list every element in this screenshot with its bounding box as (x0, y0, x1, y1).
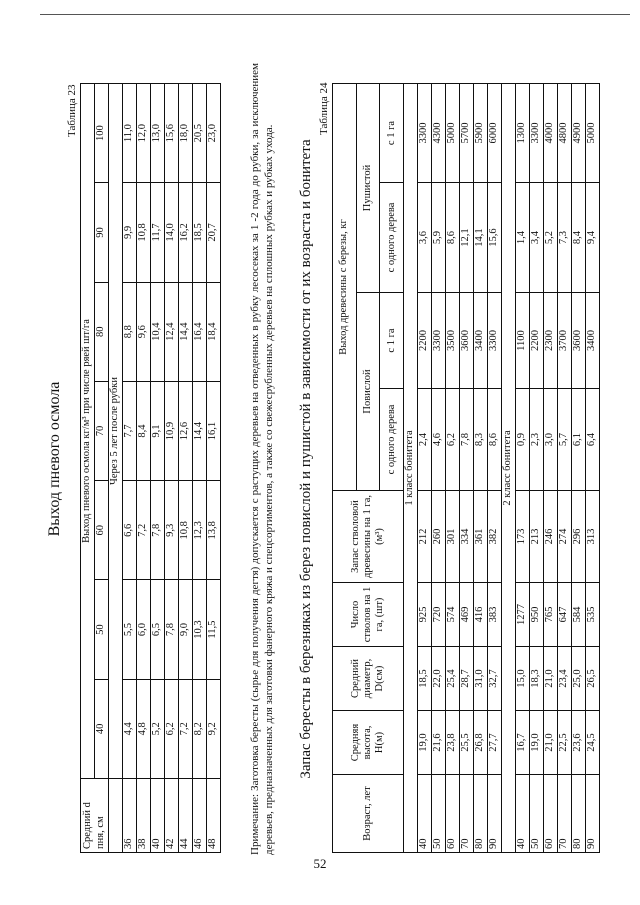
table24-cell: 2200 (530, 293, 544, 389)
table-row (544, 84, 558, 853)
table23-value-cell: 13,8 (207, 481, 221, 580)
table23-value-cell: 9,2 (207, 679, 221, 778)
table24-cell: 0,9 (516, 389, 530, 491)
t24-header-stock: Запас стволовой древесины на 1 га, (м³) (333, 491, 404, 583)
table24-cell: 4300 (432, 84, 446, 183)
table-row (432, 84, 446, 853)
table24-cell: 25,4 (446, 647, 460, 711)
table24-cell: 21,0 (544, 647, 558, 711)
table24-cell: 260 (432, 491, 446, 583)
table24-cell: 40 (418, 775, 432, 853)
table-row (179, 84, 193, 853)
t24-header-per-ha: с 1 га (380, 293, 404, 389)
table24-cell: 3300 (530, 84, 544, 183)
table24-cell: 5,7 (558, 389, 572, 491)
table24-cell: 382 (488, 491, 502, 583)
table24-cell: 4,6 (432, 389, 446, 491)
table24-cell: 80 (474, 775, 488, 853)
table24-cell: 1300 (516, 84, 530, 183)
table24-cell: 3500 (446, 293, 460, 389)
table24-cell: 2,4 (418, 389, 432, 491)
table-23 (80, 83, 221, 853)
table24-cell: 8,4 (572, 183, 586, 293)
table24-cell: 1100 (516, 293, 530, 389)
table24-cell: 27,7 (488, 711, 502, 775)
table24-cell: 213 (530, 491, 544, 583)
table23-value-cell: 14,4 (193, 381, 207, 480)
table24-cell: 18,5 (418, 647, 432, 711)
table-row (193, 84, 207, 853)
table23-value-cell: 10,8 (179, 481, 193, 580)
table24-cell: 3700 (558, 293, 572, 389)
table24-cell: 3,6 (418, 183, 432, 293)
table24-label: Таблица 24 (318, 82, 330, 135)
table23-value-cell: 9,6 (137, 282, 151, 381)
table23-diameter-cell: 44 (179, 779, 193, 853)
table23-value-cell: 8,4 (137, 381, 151, 480)
table24-cell: 5,9 (432, 183, 446, 293)
table23-value-cell: 6,6 (123, 481, 137, 580)
table23-value-cell: 16,2 (179, 183, 193, 282)
table23-value-cell: 16,4 (193, 282, 207, 381)
table24-cell: 6,1 (572, 389, 586, 491)
table-24 (332, 83, 600, 853)
table23-value-cell: 5,5 (123, 580, 137, 679)
table24-cell: 14,1 (474, 183, 488, 293)
table24-cell: 5000 (586, 84, 600, 183)
table24-cell: 40 (516, 775, 530, 853)
table24-cell: 1,4 (516, 183, 530, 293)
table24-cell: 5900 (474, 84, 488, 183)
table24-cell: 3300 (488, 293, 502, 389)
table24-cell: 4900 (572, 84, 586, 183)
table23-value-cell: 23,0 (207, 84, 221, 183)
table23-value-cell: 9,3 (165, 481, 179, 580)
table24-cell: 8,6 (488, 389, 502, 491)
table23-age-header: 50 (95, 580, 109, 679)
table23-value-cell: 7,7 (123, 381, 137, 480)
table24-cell: 23,6 (572, 711, 586, 775)
table-row (474, 84, 488, 853)
table24-cell: 5000 (446, 84, 460, 183)
table24-cell: 647 (558, 583, 572, 647)
table24-cell: 8,3 (474, 389, 488, 491)
table-row (516, 84, 530, 853)
table24-cell: 925 (418, 583, 432, 647)
table23-age-header: 80 (95, 282, 109, 381)
table24-cell: 8,6 (446, 183, 460, 293)
table23-value-cell: 16,1 (207, 381, 221, 480)
table24-cell: 50 (530, 775, 544, 853)
table-row (207, 84, 221, 853)
t24-header-per-tree-2: с одного дерева (380, 183, 404, 293)
table23-diameter-cell: 36 (123, 779, 137, 853)
table24-cell: 26,5 (586, 647, 600, 711)
note-paragraph: Примечание: Заготовка бересты (сырье для получения дегтя) допускается с растущих деревьев на отведенных в рубку лесосеках за 1 -2 года до рубки, за исключением деревьев, предназначенных для заготовки фанерного кряжа и спецсортиментов, а также со свежесрубленных деревьев на сплошных рубках и рубках ухода. (249, 63, 276, 855)
table23-value-cell: 15,6 (165, 84, 179, 183)
table24-cell: 19,0 (530, 711, 544, 775)
table-row (488, 84, 502, 853)
table23-label: Таблица 23 (66, 84, 78, 137)
table24-cell: 19,0 (418, 711, 432, 775)
table24-cell: 4000 (544, 84, 558, 183)
section-row (502, 84, 516, 853)
table24-cell: 15,6 (488, 183, 502, 293)
table24-cell: 50 (432, 775, 446, 853)
table24-cell: 3400 (474, 293, 488, 389)
table24-cell: 246 (544, 491, 558, 583)
t24-header-per-ha-2: с 1 га (380, 84, 404, 183)
t24-header-count: Число стволов на 1 га, (шт) (333, 583, 404, 647)
table24-cell: 574 (446, 583, 460, 647)
table23-value-cell: 18,5 (193, 183, 207, 282)
table23-value-cell: 14,4 (179, 282, 193, 381)
table24-cell: 90 (586, 775, 600, 853)
table23-age-header: 100 (95, 84, 109, 183)
table24-cell: 5,2 (544, 183, 558, 293)
table23-value-cell: 9,9 (123, 183, 137, 282)
table23-value-cell: 11,7 (151, 183, 165, 282)
table24-cell: 584 (572, 583, 586, 647)
table24-cell: 60 (446, 775, 460, 853)
table-row (530, 84, 544, 853)
table24-cell: 950 (530, 583, 544, 647)
t24-header-height: Средняя высота, Н(м) (333, 711, 404, 775)
table-row (151, 84, 165, 853)
section-title: 2 класс бонитета (502, 84, 516, 853)
table23-age-header: 90 (95, 183, 109, 282)
table23-value-cell: 4,8 (137, 679, 151, 778)
table23-value-cell: 9,1 (151, 381, 165, 480)
table24-cell: 3300 (432, 293, 446, 389)
table24-cell: 80 (572, 775, 586, 853)
table24-cell: 12,1 (460, 183, 474, 293)
table24-cell: 6000 (488, 84, 502, 183)
t24-header-povislaya: Повислой (356, 293, 380, 491)
table23-value-cell: 14,0 (165, 183, 179, 282)
table23-value-cell: 7,8 (165, 580, 179, 679)
table24-cell: 3600 (460, 293, 474, 389)
table23-value-cell: 20,5 (193, 84, 207, 183)
top-rule (40, 14, 630, 15)
section-title: 1 класс бонитета (404, 84, 418, 853)
table24-cell: 416 (474, 583, 488, 647)
table24-cell: 361 (474, 491, 488, 583)
table24-cell: 25,0 (572, 647, 586, 711)
table-row (418, 84, 432, 853)
t24-header-pushistoy: Пушистой (356, 84, 380, 293)
table24-cell: 22,5 (558, 711, 572, 775)
table23-value-cell: 20,7 (207, 183, 221, 282)
table24-cell: 765 (544, 583, 558, 647)
table-row (123, 84, 137, 853)
table-row (137, 84, 151, 853)
table24-cell: 60 (544, 775, 558, 853)
table23-value-cell: 6,5 (151, 580, 165, 679)
rotated-content (38, 63, 636, 855)
table23-diameter-cell: 40 (151, 779, 165, 853)
table24-cell: 18,3 (530, 647, 544, 711)
table23-diameter-cell: 48 (207, 779, 221, 853)
table24-cell: 21,6 (432, 711, 446, 775)
table24-cell: 3,4 (530, 183, 544, 293)
table23-value-cell: 18,0 (179, 84, 193, 183)
table24-cell: 28,7 (460, 647, 474, 711)
table24-cell: 16,7 (516, 711, 530, 775)
table24-cell: 32,7 (488, 647, 502, 711)
table-row (446, 84, 460, 853)
table23-subheader: Через 5 лет после рубки (109, 84, 123, 779)
t24-header-age: Возраст, лет (333, 775, 404, 853)
table23-value-cell: 7,8 (151, 481, 165, 580)
t24-header-diameter: Средний диаметр, D(см) (333, 647, 404, 711)
t24-header-output: Выход древесины с березы, кг (333, 84, 357, 491)
table24-cell: 383 (488, 583, 502, 647)
table24-cell: 31,0 (474, 647, 488, 711)
table24-cell: 25,5 (460, 711, 474, 775)
page-title: Выход пневого осмола (46, 381, 63, 537)
table23-value-cell: 11,0 (123, 84, 137, 183)
table24-cell: 334 (460, 491, 474, 583)
table23-diameter-cell: 46 (193, 779, 207, 853)
table23-value-cell: 18,4 (207, 282, 221, 381)
table24-cell: 5700 (460, 84, 474, 183)
table-row (165, 84, 179, 853)
table24-cell: 3300 (418, 84, 432, 183)
table23-blank-cell (109, 779, 123, 853)
table-row (586, 84, 600, 853)
table24-cell: 3400 (586, 293, 600, 389)
table24-cell: 6,2 (446, 389, 460, 491)
table24-cell: 90 (488, 775, 502, 853)
table24-cell: 173 (516, 491, 530, 583)
table24-cell: 9,4 (586, 183, 600, 293)
table23-group-header: Выход пневого осмола кг/м³ при числе ряей шт/га (81, 84, 95, 779)
table23-value-cell: 12,6 (179, 381, 193, 480)
table-row (460, 84, 474, 853)
table23-age-header: 40 (95, 679, 109, 778)
table24-cell: 212 (418, 491, 432, 583)
section-heading: Запас бересты в березняках из берез повислой и пушистой в зависимости от их возраста и бонитета (298, 139, 314, 779)
table23-value-cell: 7,2 (137, 481, 151, 580)
table23-diameter-cell: 42 (165, 779, 179, 853)
table24-cell: 720 (432, 583, 446, 647)
table23-value-cell: 10,8 (137, 183, 151, 282)
table24-cell: 2200 (418, 293, 432, 389)
section-row (404, 84, 418, 853)
table23-value-cell: 8,8 (123, 282, 137, 381)
table23-age-header: 60 (95, 481, 109, 580)
table24-cell: 7,3 (558, 183, 572, 293)
table24-cell: 6,4 (586, 389, 600, 491)
table24-cell: 4800 (558, 84, 572, 183)
table24-cell: 23,4 (558, 647, 572, 711)
table24-cell: 24,5 (586, 711, 600, 775)
table24-cell: 70 (558, 775, 572, 853)
table24-cell: 274 (558, 491, 572, 583)
table23-value-cell: 8,2 (193, 679, 207, 778)
table23-value-cell: 5,2 (151, 679, 165, 778)
table24-cell: 1277 (516, 583, 530, 647)
table23-value-cell: 12,3 (193, 481, 207, 580)
table24-cell: 313 (586, 491, 600, 583)
table23-value-cell: 12,0 (137, 84, 151, 183)
table24-cell: 15,0 (516, 647, 530, 711)
t24-header-per-tree: с одного дерева (380, 389, 404, 491)
table23-value-cell: 10,3 (193, 580, 207, 679)
page-number: 52 (313, 856, 327, 871)
table24-cell: 535 (586, 583, 600, 647)
table24-cell: 70 (460, 775, 474, 853)
table23-col-header: Средний d пня, см (81, 779, 109, 853)
table23-value-cell: 6,0 (137, 580, 151, 679)
table23-value-cell: 10,9 (165, 381, 179, 480)
table24-cell: 7,8 (460, 389, 474, 491)
table23-diameter-cell: 38 (137, 779, 151, 853)
table23-value-cell: 13,0 (151, 84, 165, 183)
table24-cell: 301 (446, 491, 460, 583)
table24-cell: 21,0 (544, 711, 558, 775)
table-row (558, 84, 572, 853)
table23-value-cell: 12,4 (165, 282, 179, 381)
table24-cell: 2300 (544, 293, 558, 389)
table23-value-cell: 9,0 (179, 580, 193, 679)
table23-value-cell: 7,2 (179, 679, 193, 778)
table24-cell: 22,0 (432, 647, 446, 711)
table23-value-cell: 11,5 (207, 580, 221, 679)
table24-cell: 296 (572, 491, 586, 583)
table24-cell: 23,8 (446, 711, 460, 775)
table23-age-header: 70 (95, 381, 109, 480)
table24-cell: 469 (460, 583, 474, 647)
table24-cell: 3,0 (544, 389, 558, 491)
table24-cell: 26,8 (474, 711, 488, 775)
table23-value-cell: 6,2 (165, 679, 179, 778)
table23-value-cell: 10,4 (151, 282, 165, 381)
table24-cell: 3600 (572, 293, 586, 389)
table23-value-cell: 4,4 (123, 679, 137, 778)
table24-cell: 2,3 (530, 389, 544, 491)
table-row (572, 84, 586, 853)
